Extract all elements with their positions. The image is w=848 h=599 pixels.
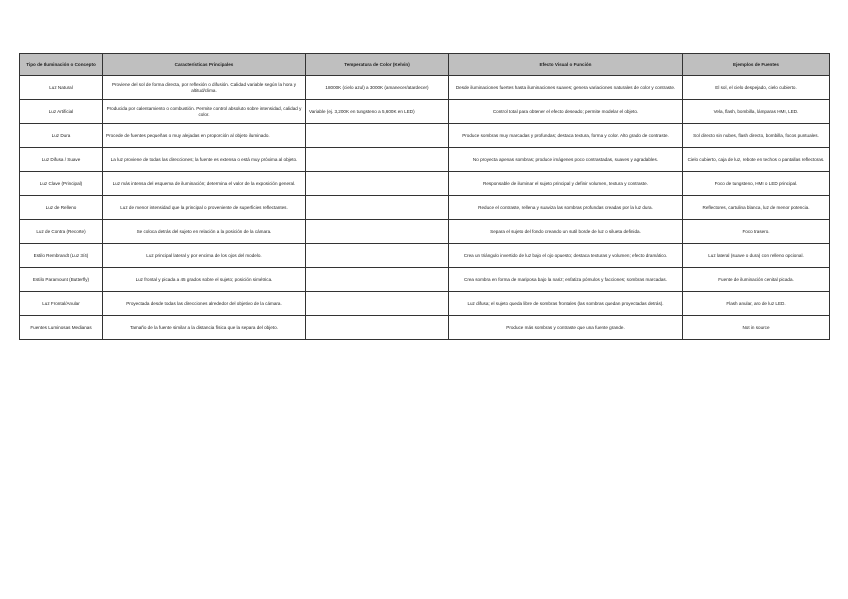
table-cell: Proyectada desde todas las direcciones alrededor del objetivo de la cámara. bbox=[103, 292, 306, 316]
table-cell bbox=[306, 148, 449, 172]
table-cell: Luz Dura bbox=[20, 124, 103, 148]
table-cell: Estilo Paramount (Butterfly) bbox=[20, 268, 103, 292]
table-cell: Luz de Contra (Recorte) bbox=[20, 220, 103, 244]
table-cell: 18000K (cielo azul) a 3000K (amanecer/atardecer) bbox=[306, 76, 449, 100]
table-row bbox=[20, 292, 830, 316]
table-cell: Luz difusa; el sujeto queda libre de sombras frontales (las sombras quedan proyectadas detrás). bbox=[449, 292, 683, 316]
table-cell: Luz Artificial bbox=[20, 100, 103, 124]
header-cell-type: Tipo de Iluminación o Concepto bbox=[20, 54, 103, 76]
table-cell: Luz más intensa del esquema de iluminación; determina el valor de la exposición general. bbox=[103, 172, 306, 196]
header-cell-effect: Efecto Visual o Función bbox=[449, 54, 683, 76]
table-row bbox=[20, 148, 830, 172]
table-row bbox=[20, 172, 830, 196]
table-cell bbox=[306, 268, 449, 292]
table-cell: Proviene del sol de forma directa, por reflexión o difusión. Calidad variable según la hora y altitud/clima. bbox=[103, 76, 306, 100]
table-row bbox=[20, 76, 830, 100]
table-row bbox=[20, 100, 830, 124]
table-cell: Se coloca detrás del sujeto en relación a la posición de la cámara. bbox=[103, 220, 306, 244]
table-cell: Luz Natural bbox=[20, 76, 103, 100]
table-cell: Produce sombras muy marcadas y profundas; destaca textura, forma y color. Alto grado de contraste. bbox=[449, 124, 683, 148]
table-cell: Flash anular, aro de luz LED. bbox=[683, 292, 830, 316]
table-cell: Cielo cubierto, caja de luz, rebote en techos o pantallas reflectoras. bbox=[683, 148, 830, 172]
table-cell bbox=[306, 196, 449, 220]
table-cell: Producida por calentamiento o combustión. Permite control absoluto sobre intensidad, calidad y color. bbox=[103, 100, 306, 124]
table-header-row bbox=[20, 54, 830, 76]
lighting-types-table bbox=[19, 53, 830, 340]
table-cell: Luz Frontal/Anular bbox=[20, 292, 103, 316]
table-cell: Desde iluminaciones fuertes hasta iluminaciones suaves; genera variaciones naturales de color y contraste. bbox=[449, 76, 683, 100]
table-cell: Luz principal lateral y por encima de los ojos del modelo. bbox=[103, 244, 306, 268]
table-cell: Sol directo sin nubes, flash directo, bombilla, focos puntuales. bbox=[683, 124, 830, 148]
table-cell: El sol, el cielo despejado, cielo cubierto. bbox=[683, 76, 830, 100]
table-cell: Variable (ej. 3,200K en tungsteno a 5,600K en LED) bbox=[306, 100, 449, 124]
table-cell: Vela, flash, bombilla, lámparas HMI, LED. bbox=[683, 100, 830, 124]
header-cell-characteristics: Características Principales bbox=[103, 54, 306, 76]
table-cell bbox=[306, 124, 449, 148]
table-cell: Reflectores, cartulina blanca, luz de menor potencia. bbox=[683, 196, 830, 220]
table-cell: Luz frontal y picada a 45 grados sobre el sujeto; posición simétrica. bbox=[103, 268, 306, 292]
table-cell: Separa el sujeto del fondo creando un sutil borde de luz o silueta definida. bbox=[449, 220, 683, 244]
table-cell: Luz de menor intensidad que la principal o proveniente de superficies reflectantes. bbox=[103, 196, 306, 220]
table-cell bbox=[306, 220, 449, 244]
table-cell: No proyecta apenas sombras; produce imágenes poco contrastadas, suaves y agradables. bbox=[449, 148, 683, 172]
table-cell: Responsable de iluminar el sujeto principal y definir volumen, textura y contraste. bbox=[449, 172, 683, 196]
table-cell: Crea un triángulo invertido de luz bajo el ojo opuesto; destaca texturas y volumen; efecto dramático. bbox=[449, 244, 683, 268]
table-row bbox=[20, 316, 830, 340]
table-cell: Fuente de iluminación cenital picada. bbox=[683, 268, 830, 292]
table-cell bbox=[306, 244, 449, 268]
table-cell: Crea sombra en forma de mariposa bajo la nariz; enfatiza pómulos y facciones; sombras marcadas. bbox=[449, 268, 683, 292]
table-cell: Fuentes Luminosas Medianas bbox=[20, 316, 103, 340]
table-row bbox=[20, 268, 830, 292]
table-cell bbox=[306, 172, 449, 196]
header-cell-examples: Ejemplos de Fuentes bbox=[683, 54, 830, 76]
table-cell: Tamaño de la fuente similar a la distancia física que la separa del objeto. bbox=[103, 316, 306, 340]
table-row bbox=[20, 220, 830, 244]
table-row bbox=[20, 196, 830, 220]
header-cell-temperature: Temperatura de Color (Kelvin) bbox=[306, 54, 449, 76]
table-cell: Luz de Relleno bbox=[20, 196, 103, 220]
table-cell: Reduce el contraste, rellena y suaviza las sombras profundas creadas por la luz dura. bbox=[449, 196, 683, 220]
table-cell: Control total para obtener el efecto deseado; permite modelar el objeto. bbox=[449, 100, 683, 124]
table-cell: Luz lateral (suave o dura) con relleno opcional. bbox=[683, 244, 830, 268]
table-cell: Luz Clave (Principal) bbox=[20, 172, 103, 196]
table-cell: Estilo Rembrandt (Luz 3/4) bbox=[20, 244, 103, 268]
table-row bbox=[20, 124, 830, 148]
table-cell: Produce más sombras y contraste que una fuente grande. bbox=[449, 316, 683, 340]
table-cell: La luz proviene de todas las direcciones; la fuente es extensa o está muy próxima al objeto. bbox=[103, 148, 306, 172]
table-cell: Not in source bbox=[683, 316, 830, 340]
table-cell: Foco trasero. bbox=[683, 220, 830, 244]
table-cell bbox=[306, 316, 449, 340]
table-row bbox=[20, 244, 830, 268]
table-cell: Procede de fuentes pequeñas o muy alejadas en proporción al objeto iluminado. bbox=[103, 124, 306, 148]
table-cell: Foco de tungsteno, HMI o LED principal. bbox=[683, 172, 830, 196]
table-cell bbox=[306, 292, 449, 316]
table-cell: Luz Difusa / Suave bbox=[20, 148, 103, 172]
